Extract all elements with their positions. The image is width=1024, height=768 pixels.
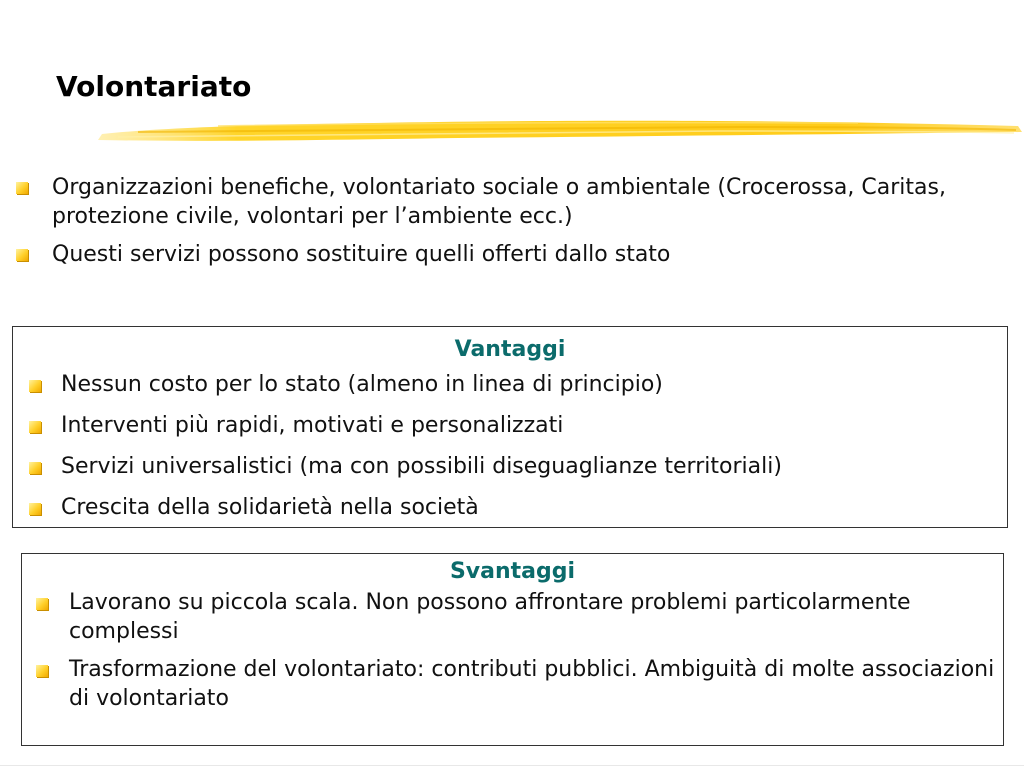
bullet-square-icon bbox=[29, 421, 41, 433]
vantaggi-box bbox=[12, 326, 1008, 528]
bullet-text: Organizzazioni benefiche, volontariato sociale o ambientale (Crocerossa, Caritas, protezione civile, volontari per l’ambiente ecc.) bbox=[52, 175, 946, 229]
list-item-text: Crescita della solidarietà nella società bbox=[61, 495, 479, 520]
list-item bbox=[22, 655, 1003, 713]
list-item bbox=[13, 370, 1007, 399]
bullet-item bbox=[14, 240, 1004, 269]
list-item-text: Interventi più rapidi, motivati e personalizzati bbox=[61, 413, 564, 438]
list-item bbox=[22, 588, 1003, 646]
vantaggi-heading: Vantaggi bbox=[454, 337, 566, 362]
list-item bbox=[13, 452, 1007, 481]
list-item bbox=[13, 493, 1007, 522]
list-item bbox=[13, 411, 1007, 440]
bullet-square-icon bbox=[36, 665, 48, 677]
svantaggi-heading: Svantaggi bbox=[449, 559, 576, 584]
bullet-square-icon bbox=[29, 462, 41, 474]
bullet-square-icon bbox=[16, 249, 28, 261]
list-item-text: Nessun costo per lo stato (almeno in linea di principio) bbox=[61, 372, 663, 397]
svantaggi-list bbox=[22, 588, 1003, 713]
slide-title: Volontariato bbox=[56, 70, 252, 103]
list-item-text: Lavorano su piccola scala. Non possono affrontare problemi particolarmente complessi bbox=[69, 590, 911, 644]
bullet-square-icon bbox=[16, 182, 28, 194]
vantaggi-list bbox=[13, 370, 1007, 522]
bottom-divider bbox=[0, 765, 1024, 766]
svantaggi-box bbox=[21, 553, 1004, 746]
main-bullet-list bbox=[14, 173, 1004, 278]
bullet-square-icon bbox=[29, 503, 41, 515]
bullet-text: Questi servizi possono sostituire quelli offerti dallo stato bbox=[52, 242, 671, 267]
bullet-square-icon bbox=[36, 598, 48, 610]
list-item-text: Servizi universalistici (ma con possibili diseguaglianze territoriali) bbox=[61, 454, 782, 479]
bullet-square-icon bbox=[29, 380, 41, 392]
highlighter-brush-stroke bbox=[98, 112, 1024, 148]
bullet-item bbox=[14, 173, 1004, 231]
list-item-text: Trasformazione del volontariato: contributi pubblici. Ambiguità di molte associazioni di volontariato bbox=[69, 657, 995, 711]
